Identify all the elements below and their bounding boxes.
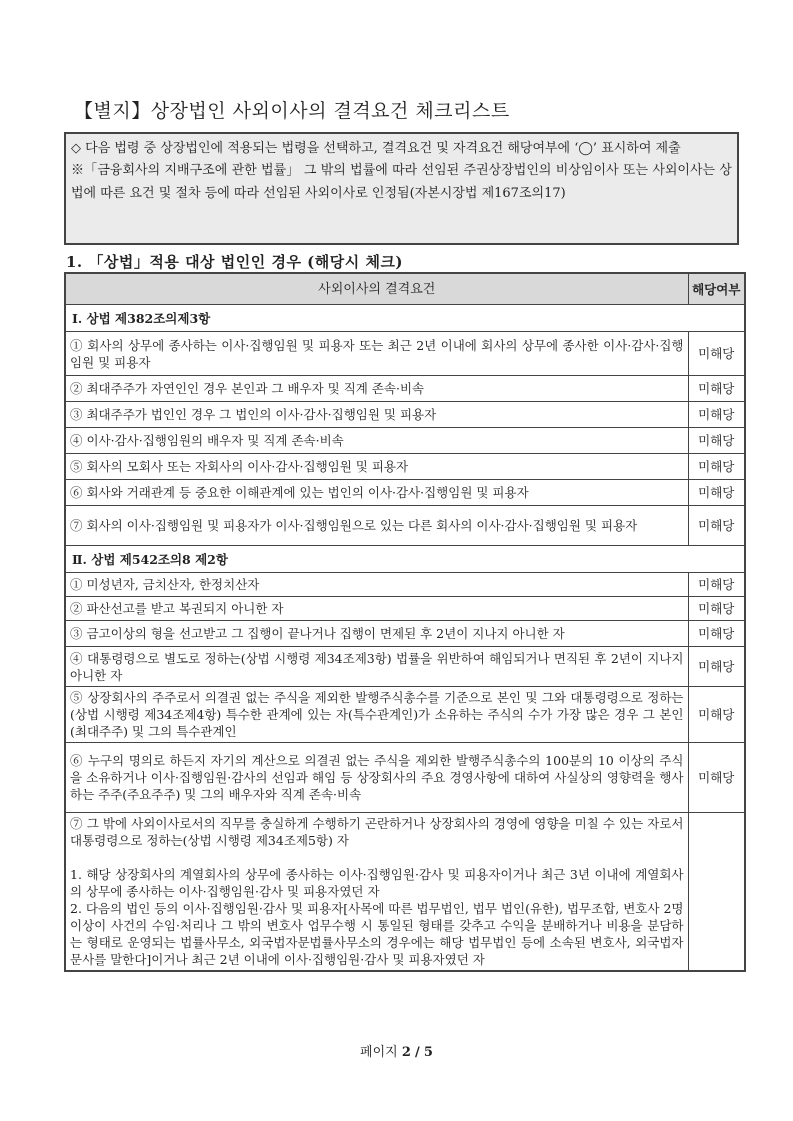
- table-row: [65, 506, 745, 546]
- requirement-text: ④ 대통령령으로 별도로 정하는(상법 시행령 제34조제3항) 법률을 위반하여 해임되거나 면직된 후 2년이 지나지 아니한 자: [65, 647, 688, 687]
- statutory-note: ※「금융회사의 지배구조에 관한 법률」 그 밖의 법률에 따라 선임된 주권상장법인의 비상임이사 또는 사외이사는 상법에 따른 요건 및 절차 등에 따라 선임된 사외이사로 인정됨(자본시장법 제167조의17): [71, 163, 732, 201]
- status-cell[interactable]: 미해당: [688, 687, 745, 743]
- status-cell[interactable]: 미해당: [688, 480, 745, 506]
- requirement-text: ③ 최대주주가 법인인 경우 그 법인의 이사·감사·집행임원 및 피용자: [65, 402, 688, 428]
- requirement-text-other: [65, 813, 688, 972]
- table-row: [65, 573, 745, 597]
- requirement-column-header: 사외이사의 결격요건: [65, 273, 688, 305]
- table-row: [65, 332, 745, 376]
- status-cell[interactable]: 미해당: [688, 743, 745, 813]
- status-cell[interactable]: 미해당: [688, 454, 745, 480]
- table-row: [65, 428, 745, 454]
- requirement-text: ② 최대주주가 자연인인 경우 본인과 그 배우자 및 직계 존속·비속: [65, 376, 688, 402]
- table-row: [65, 813, 745, 972]
- group-header-commercial-act-382: Ⅰ. 상법 제382조의제3항: [65, 305, 745, 332]
- status-cell[interactable]: 미해당: [688, 597, 745, 621]
- table-row: [65, 454, 745, 480]
- table-row: [65, 621, 745, 647]
- page-label: 페이지: [360, 1045, 398, 1060]
- requirement-text: ① 미성년자, 금치산자, 한정치산자: [65, 573, 688, 597]
- requirement-text: ⑤ 상장회사의 주주로서 의결권 없는 주식을 제외한 발행주식총수를 기준으로 본인 및 그와 대통령령으로 정하는(상법 시행령 제34조제4항) 특수한 관계에 있는 자(특수관계인)가 소유하는 주식의 수가 가장 많은 경우 그 본인(최대주주) 및 그의 특수관계인: [65, 687, 688, 743]
- requirement-text: ② 파산선고를 받고 복권되지 아니한 자: [65, 597, 688, 621]
- table-row: [65, 687, 745, 743]
- status-cell[interactable]: 미해당: [688, 402, 745, 428]
- instruction-line: ◇ 다음 법령 중 상장법인에 적용되는 법령을 선택하고, 결격요건 및 자격요건 해당여부에 ‘◯’ 표시하여 제출: [71, 141, 681, 156]
- status-cell[interactable]: 미해당: [688, 506, 745, 546]
- status-cell[interactable]: 미해당: [688, 621, 745, 647]
- page-title: 【별지】상장법인 사외이사의 결격요건 체크리스트: [74, 100, 510, 122]
- status-cell[interactable]: 미해당: [688, 428, 745, 454]
- status-cell[interactable]: [688, 813, 745, 972]
- requirement-text: ① 회사의 상무에 종사하는 이사·집행임원 및 피용자 또는 최근 2년 이내에 회사의 상무에 종사한 이사·감사·집행임원 및 피용자: [65, 332, 688, 376]
- status-cell[interactable]: 미해당: [688, 573, 745, 597]
- requirement-text: ⑥ 회사와 거래관계 등 중요한 이해관계에 있는 법인의 이사·감사·집행임원 및 피용자: [65, 480, 688, 506]
- disqualification-checklist-table: [64, 272, 746, 972]
- requirement-text: ⑦ 그 밖에 사외이사로서의 직무를 충실하게 수행하기 곤란하거나 상장회사의 경영에 영향을 미칠 수 있는 자로서 대통령령으로 정하는(상법 시행령 제34조제5항) 자: [70, 816, 684, 848]
- table-row: [65, 597, 745, 621]
- sub-item-legal-entity: 2. 다음의 법인 등의 이사·집행임원·감사 및 피용자[사목에 따른 법무법인, 법무 법인(유한), 법무조합, 변호사 2명 이상이 사건의 수임·처리나 그 밖의 변호사 업무수행 시 통일된 형태를 갖추고 수익을 분배하거나 비용을 분담하는 형태로 운영되는 법률사무소, 외국법자문법률사무소의 경우에는 해당 법무법인 등에 소속된 변호사, 외국법자문사를 말한다]이거나 최근 2년 이내에 이사·집행임원·감사 및 피용자였던 자: [70, 901, 684, 967]
- page-separator: /: [415, 1045, 420, 1060]
- requirement-text: ⑥ 누구의 명의로 하든지 자기의 계산으로 의결권 없는 주식을 제외한 발행주식총수의 100분의 10 이상의 주식을 소유하거나 이사·집행임원·감사의 선임과 해임 등 상장회사의 주요 경영사항에 대하여 사실상의 영향력을 행사하는 주주(주요주주) 및 그의 배우자와 직계 존속·비속: [65, 743, 688, 813]
- status-column-header: 해당여부: [688, 273, 745, 305]
- requirement-text: ③ 금고이상의 형을 선고받고 그 집행이 끝나거나 집행이 면제된 후 2년이 지나지 아니한 자: [65, 621, 688, 647]
- current-page: 2: [401, 1045, 411, 1060]
- sub-item-affiliate: 1. 해당 상장회사의 계열회사의 상무에 종사하는 이사·집행임원·감사 및 피용자이거나 최근 3년 이내에 계열회사의 상무에 종사하는 이사·집행임원·감사 및 피용자였던 자: [70, 867, 684, 899]
- status-cell[interactable]: 미해당: [688, 332, 745, 376]
- status-cell[interactable]: 미해당: [688, 376, 745, 402]
- table-row: [65, 480, 745, 506]
- total-pages: 5: [423, 1045, 433, 1060]
- status-cell[interactable]: 미해당: [688, 647, 745, 687]
- table-row: [65, 743, 745, 813]
- table-row: [65, 647, 745, 687]
- instructions-box: [64, 132, 739, 245]
- table-row: [65, 402, 745, 428]
- table-row: [65, 376, 745, 402]
- group-header-commercial-act-542: Ⅱ. 상법 제542조의8 제2항: [65, 546, 745, 573]
- requirement-text: ⑤ 회사의 모회사 또는 자회사의 이사·감사·집행임원 및 피용자: [65, 454, 688, 480]
- section-title: 1. 「상법」적용 대상 법인인 경우 (해당시 체크): [66, 253, 404, 271]
- requirement-text: ④ 이사·감사·집행임원의 배우자 및 직계 존속·비속: [65, 428, 688, 454]
- requirement-text: ⑦ 회사의 이사·집행임원 및 피용자가 이사·집행임원으로 있는 다른 회사의 이사·감사·집행임원 및 피용자: [65, 506, 688, 546]
- page-footer: [0, 1041, 793, 1060]
